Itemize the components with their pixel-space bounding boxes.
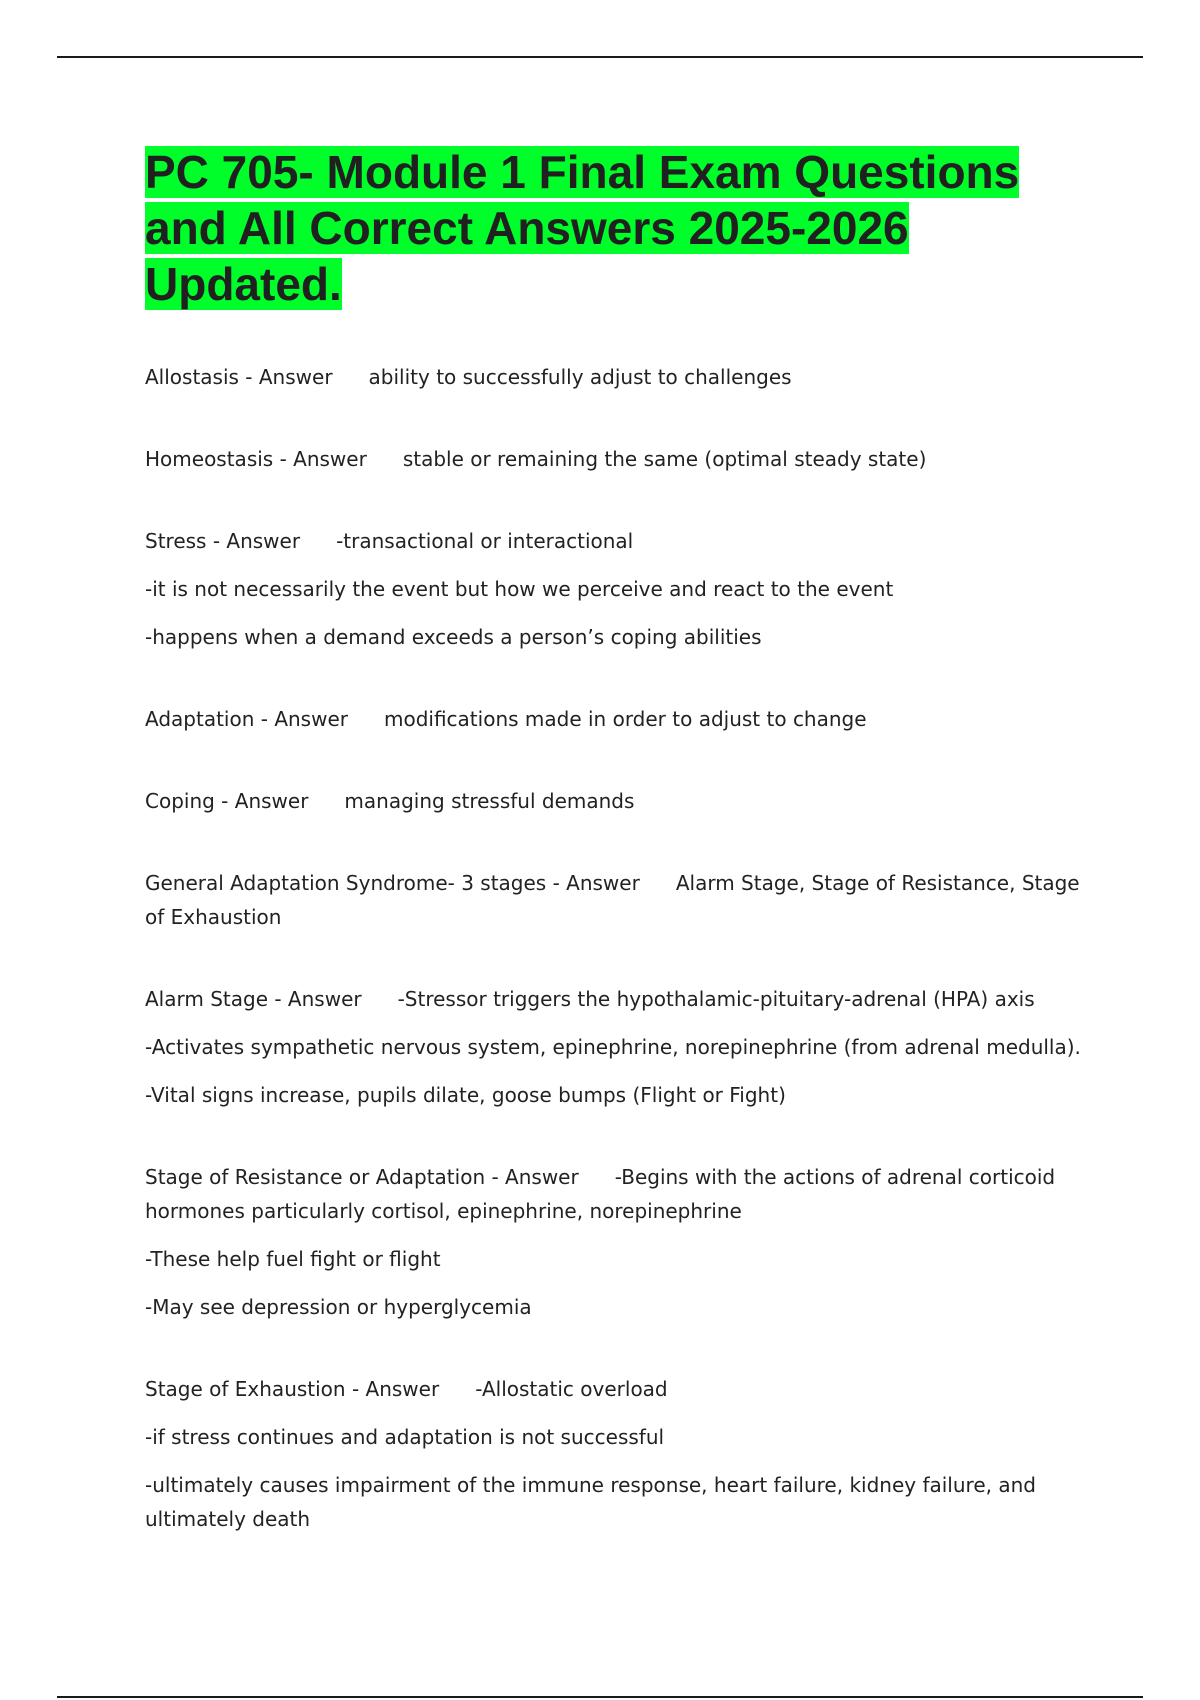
qa-extra-line: -happens when a demand exceeds a person’s coping abilities [145,625,762,649]
qa-extra-line: -if stress continues and adaptation is not successful [145,1425,665,1449]
qa-first-line [145,360,1090,394]
qa-answer: -Allostatic overload [475,1377,668,1401]
qa-term: Adaptation - Answer [145,707,348,731]
qa-entry [145,866,1090,934]
qa-entry [145,702,1090,736]
qa-first-line [145,982,1090,1016]
qa-entry [145,982,1090,1112]
qa-first-line [145,1160,1090,1228]
qa-extra-line: -May see depression or hyperglycemia [145,1295,532,1319]
document-title [145,144,1045,312]
qa-first-line [145,784,1090,818]
qa-entry [145,1372,1090,1536]
qa-term: Allostasis - Answer [145,365,333,389]
qa-answer: -transactional or interactional [336,529,634,553]
qa-term: Stress - Answer [145,529,301,553]
qa-answer: managing stressful demands [344,789,635,813]
qa-answer: -Begins with the actions of adrenal corticoid hormones particularly cortisol, epinephrine, norepinephrine [145,1165,1056,1223]
qa-first-line [145,1372,1090,1406]
top-rule [57,56,1143,58]
qa-first-line [145,702,1090,736]
title-highlight: PC 705- Module 1 Final Exam Questions and All Correct Answers 2025-2026 Updated. [145,146,1020,310]
qa-extra-line: -Activates sympathetic nervous system, epinephrine, norepinephrine (from adrenal medulla). [145,1035,1081,1059]
qa-extra-line: -it is not necessarily the event but how we perceive and react to the event [145,577,894,601]
qa-answer: stable or remaining the same (optimal steady state) [402,447,927,471]
qa-answer: ability to successfully adjust to challenges [368,365,792,389]
qa-list [145,360,1090,1584]
qa-answer: -Stressor triggers the hypothalamic-pituitary-adrenal (HPA) axis [397,987,1035,1011]
qa-extra-line: -ultimately causes impairment of the immune response, heart failure, kidney failure, and ultimately death [145,1473,1036,1531]
qa-answer: modifications made in order to adjust to change [383,707,867,731]
qa-term: Stage of Resistance or Adaptation - Answer [145,1165,579,1189]
qa-first-line [145,524,1090,558]
qa-term: Alarm Stage - Answer [145,987,362,1011]
qa-first-line [145,866,1090,934]
qa-first-line [145,442,1090,476]
qa-entry [145,784,1090,818]
qa-extra-line: -These help fuel fight or flight [145,1247,441,1271]
qa-answer: Alarm Stage, Stage of Resistance, Stage of Exhaustion [145,871,1080,929]
qa-extra-line: -Vital signs increase, pupils dilate, goose bumps (Flight or Fight) [145,1083,786,1107]
bottom-rule [57,1696,1143,1698]
qa-entry [145,442,1090,476]
qa-term: Coping - Answer [145,789,309,813]
qa-term: General Adaptation Syndrome- 3 stages - Answer [145,871,640,895]
qa-term: Stage of Exhaustion - Answer [145,1377,440,1401]
qa-entry [145,360,1090,394]
qa-term: Homeostasis - Answer [145,447,367,471]
qa-entry [145,1160,1090,1324]
qa-entry [145,524,1090,654]
